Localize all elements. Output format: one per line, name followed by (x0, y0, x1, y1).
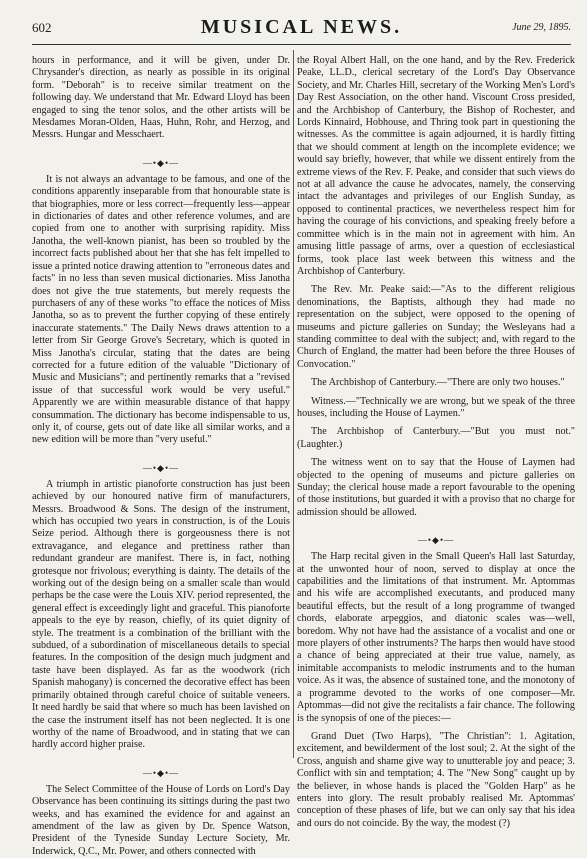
section-ornament: —•◆•— (142, 462, 180, 473)
column-divider (293, 50, 294, 758)
paragraph: The Archbishop of Canterbury.—"But you must not." (Laughter.) (297, 426, 575, 450)
paragraph: The Rev. Mr. Peake said:—"As to the different religious denominations, the Baptists, although they had made no representation on the subject, were opposed to the opening of museums and picture galleries on Sunday; the Wesleyans had a standing committee to deal with the subject; and, with regard to the Church of England, the matter had been before the three Houses of Convocation." (297, 284, 575, 370)
right-column (297, 55, 575, 829)
paragraph: Witness.—"Technically we are wrong, but we speak of the three houses, including the House of Laymen." (297, 395, 575, 419)
paragraph: hours in performance, and it will be given, under Dr. Chrysander's direction, as nearly as possible in its original form. "Deborah" is to receive similar treatment on the following day. We understand that Mr. Edward Lloyd has been engaged to sing the tenor solos, and the other artists will be Mesdames Moran-Olden, Haas, Huhn, Rohr, and Herzog, and Messrs. Hungar and Messchaert. (32, 55, 290, 141)
paragraph: It is not always an advantage to be famous, and one of the conditions apparently inseparable from that honourable state is that biographies, more or less correct—frequently less—appear in dictionaries of dates and other reference volumes, and are copied from one to another with surprising rapidity. Miss Janotha, the well-known pianist, has been so troubled by the incorrect facts published about her that she has felt impelled to issue a printed notice drawing attention to "erroneous dates and facts" in no less than seven musical dictionaries. Miss Janotha does not give the true statements, but merely requests the purchasers of any of these works "to efface the notices of Miss Janotha, so as to prevent the further copying of these entirely inaccurate statements." The Daily News draws attention to a letter from Sir George Grove's Secretary, which is quoted in Miss Janotha's circular, stating that the dates are being corrected for a future edition of the valuable "Dictionary of Music and Musicians"; and pertinently remarks that a "revised issue of that successful work would be very useful." Apparently we are within measurable distance of that happy consummation. The dictionary has become indispensable to us, only it, of course, gets out of date like all similar works, and a new edition will be more than "very useful." (32, 173, 290, 446)
paragraph: A triumph in artistic pianoforte construction has just been achieved by our honoured native firm of manufacturers, Messrs. Broadwood & Sons. The design of the instrument, which has occupied two years in construction, is of the Louis Seize period. Although there is gorgeousness there is not extravagance, and elegance and prettiness rather than redundant grandeur are manifest. There is, in fact, nothing grotesque nor frivolous; everything is dainty. The details of the working out of the design being on a smaller scale than would perhaps be the case were the Louis XIV. period represented, the general effect is exceedingly light and graceful. This pianoforte appeals to the eye by reason, chiefly, of its quiet dignity of style. The treatment is a combination of the brilliant with the subdued, of a subordination of miscellaneous details to special features. In the composition of the design much judgment and taste have been displayed. As far as the woodwork (rich Spanish mahogany) is concerned the decorative effect has been primarily obtained through careful choice of suitable veneers. It need hardly be said that where so much has been lavished on the case the instrument itself has not been neglected. It is one worthy of the name of Broadwood, and in stating that we can hardly accord higher praise. (32, 478, 290, 751)
paragraph: Grand Duet (Two Harps), "The Christian": 1. Agitation, excitement, and bewilderment of the lost soul; 2. At the sight of the Cross, anguish and shame give way to unutterable joy and peace; 3. Conflict with sin and temptation; 4. The "New Song" caught up by the believer, in whose hands is placed the "Golden Harp" as he enters into glory. The result probably realised Mr. Aptommas' conception of these phases of life, but we can only say that his idea and ours do not coincide. By the way, the modest (?) (297, 730, 575, 829)
page-number: 602 (32, 20, 52, 35)
section-ornament: —•◆•— (417, 535, 455, 546)
paragraph: the Royal Albert Hall, on the one hand, and by the Rev. Frederick Peake, LL.D., clerical secretary of the Lord's Day Observance Society, and Mr. Charles Hill, secretary of the Working Men's Lord's Day Rest Association, on the other hand. Viscount Cross presided, and the Archbishop of Canterbury, the Bishop of Rochester, and Lords Kinnaird, Hobhouse, and Thring took part in questioning the witnesses. As the committee is again adjourned, it is hardly fitting that we should comment at length on the incomplete evidence; we would say briefly, however, that while we dissent entirely from the extreme views of the Rev. F. Peake, and consider that such views do not at all advance the cause he advocates, namely, the conserving intact the advantages and privileges of our English Sunday, as opposed to continental practices, we nevertheless respect him for having the courage of his convictions, and speaking freely before a committee which is in the main not in agreement with him. An amusing little passage of arms, over a question of ecclesiastical forms, took place last week between this witness and the Archbishop of Canterbury. (297, 55, 575, 277)
masthead-title: MUSICAL NEWS. (200, 16, 403, 38)
paragraph: The Archbishop of Canterbury.—"There are only two houses." (311, 377, 565, 389)
paragraph: The Harp recital given in the Small Queen's Hall last Saturday, at the unwonted hour of noon, served to display at once the capabilities and the limitations of that instrument. Mr. Aptommas and his wife are accomplished executants, and produced many beautiful effects, but the result of a long programme of twanged chords, elaborate arpeggios, and diatonic scales was—well, boredom. Why not have had the assistance of a vocalist and one or more players of other instruments? The harps then would have stood a chance of being appreciated at their true value, namely, as inimitable accompanists to melodic instruments and to the human voice. As it was, the absence of sustained tone, and the monotony of a programme devoted to the works of one composer—Mr. Aptommas—did not give the recitalists a fair chance. The following is the synopsis of one of the pieces:— (297, 551, 575, 724)
section-ornament: —•◆•— (142, 157, 180, 168)
paragraph: The witness went on to say that the House of Laymen had objected to the opening of museums and picture galleries on Sunday; the clerical house made a report favourable to the opening of those institutions, but guarded it with a proviso that no charge for admission should be allowed. (297, 457, 575, 518)
left-column (32, 55, 290, 857)
page-header (32, 16, 571, 40)
section-ornament: —•◆•— (142, 767, 180, 778)
issue-date: June 29, 1895. (512, 22, 571, 33)
header-rule (32, 44, 571, 45)
paragraph: The Select Committee of the House of Lords on Lord's Day Observance has been continuing its sittings during the past two weeks, and has examined the evidence for and against an amendment of the law as given by Dr. Spence Watson, President of the Tyneside Sunday Lecture Society, Mr. Inderwick, Q.C., Mr. Power, and others connected with (32, 783, 290, 857)
